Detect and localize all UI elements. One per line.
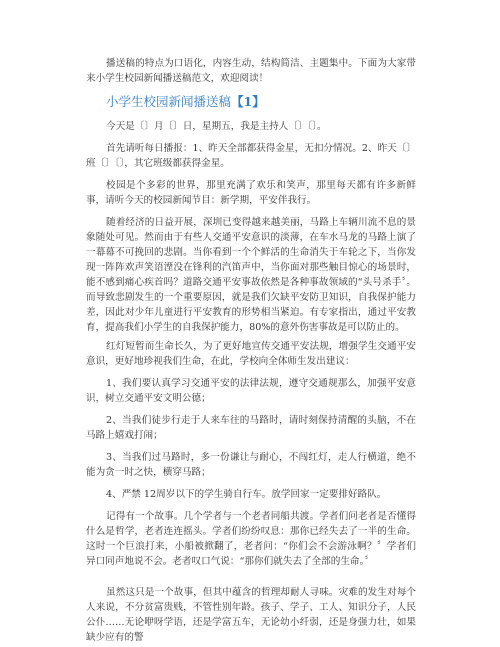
- intro-paragraph: 播送稿的特点为口语化，内容生动，结构简洁、主题集中。下面为大家带来小学生校园新闻播送稿范文，欢迎阅读！: [86, 58, 416, 84]
- proposal-item-1: 1、我们要认真学习交通平安的法律法规，遵守交通规那么，加强平安意识，树立交通平安文明公德；: [86, 378, 416, 404]
- paragraph-daily-report: 首先请听每日播报：1、昨天全部都获得金星，无扣分情况。2、昨天〔〕班〔〕〔〕，其它班级都获得金星。: [86, 143, 416, 169]
- paragraph-story: 记得有一个故事。几个学者与一个老者同船共渡。学者们问老者是否懂得什么是哲学，老者连连摇头。学者们纷纷叹息：那你已经失去了一半的生命。这时一个巨浪打来，小船被掀翻了，老者问：“你们会不会游泳啊？〞学者们异口同声地说不会。老者叹口气说：“那你们就失去了全部的生命。〞: [86, 511, 416, 567]
- heading-title: 小学生校园新闻播送稿: [106, 94, 232, 109]
- section-heading: [106, 94, 265, 110]
- proposal-item-2: 2、当我们徒步行走于人来车往的马路时，请时刻保持清醒的头脑，不在马路上嬉戏打闹；: [86, 415, 416, 441]
- heading-number: 【1】: [231, 94, 265, 109]
- proposal-item-3: 3、当我们过马路时，多一份谦让与耐心，不闯红灯，走人行横道，绝不能为贪一时之快，横穿马路；: [86, 452, 416, 478]
- paragraph-traffic-safety: 随着经济的日益开展，深圳已变得越来越美丽，马路上车辆川流不息的景象随处可见。然而由于有些人交通平安意识的淡薄，在车水马龙的马路上演了一幕幕不可挽回的悲剧。当你看到一个个鲜活的生命消失于车轮之下，当你发现一阵阵欢声笑语湮没在锋利的汽笛声中，当你面对那些触目惊心的场景时，能不感到痛心疾首吗？道路交通平安事故依然是各种事故领域的“头号杀手〞。而导致悲剧发生的一个重要原因，就是我们欠缺平安防卫知识，自我保护能力差，因此对少年儿童进行平安教育的形势相当紧迫。有专家指出，通过平安教育，提高我们小学生的自我保护能力，80%的意外伤害事故是可以防止的。: [86, 217, 416, 333]
- paragraph-proposal: 红灯短暂而生命长久，为了更好地宣传交通平安法规，增强学生交通平安意识，更好地珍视我们生命，在此，学校向全体师生发出建议：: [86, 341, 416, 367]
- paragraph-reflection: 虽然这只是一个故事，但其中蕴含的哲理却耐人寻味。灾难的发生对每个人来说，不分贫富贵贱，不管性别年龄。孩子、学子、工人、知识分子，人民公仆……无论咿呀学语，还是学富五车，无论幼小纤弱，还是身强力壮，如果缺少应有的警: [86, 587, 416, 643]
- proposal-item-4: 4、严禁 12周岁以下的学生骑自行车。放学回家一定要排好路队。: [106, 489, 387, 500]
- paragraph-date: 今天是〔〕月〔〕日，星期五，我是主持人〔〕〔〕。: [106, 121, 327, 132]
- paragraph-campus-news: 校园是个多彩的世界，那里充满了欢乐和笑声，那里每天都有许多新鲜事，请听今天的校园新闻节目：新学期，平安伴我行。: [86, 180, 416, 206]
